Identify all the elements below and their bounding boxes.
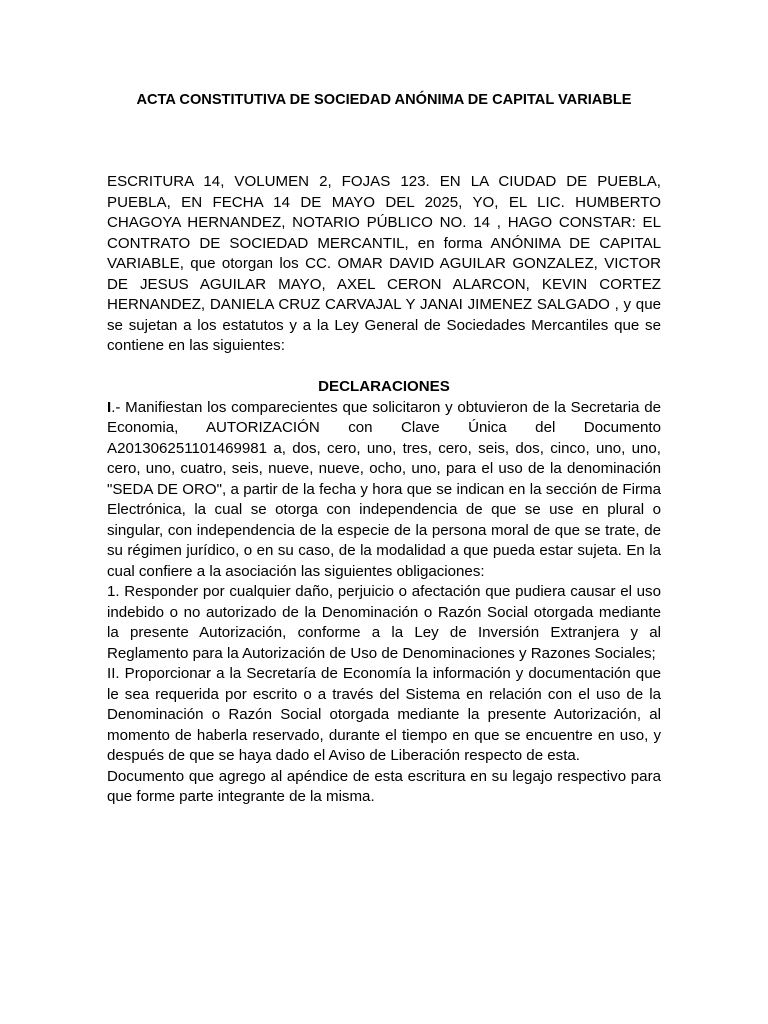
declaration-1-text: .- Manifiestan los comparecientes que solicitaron y obtuvieron de la Secretaria de Economia, AUTORIZACIÓN con Clave Única del Documento A201306251101469981 a, dos, cero, uno, tres, cero, seis, dos, cinco, uno, uno, cero, uno, cuatro, seis, nueve, nueve, ocho, uno, para el uso de la denominación "SEDA DE ORO", a partir de la fecha y hora que se indican en la sección de Firma Electrónica, la cual se otorga con independencia de que se use en plural o singular, con independencia de la especie de la persona moral de que se trate, de su régimen jurídico, o en su caso, de la modalidad a que pueda estar sujeta. En la cual confiere a la asociación las siguientes obligaciones:: [107, 398, 661, 580]
section-heading-declaraciones: DECLARACIONES: [318, 378, 450, 395]
obligation-1: 1. Responder por cualquier daño, perjuicio o afectación que pudiera causar el uso indebido o no autorizado de la Denominación o Razón Social otorgada mediante la presente Autorización, conforme a la Ley de Inversión Extranjera y al Reglamento para la Autorización de Uso de Denominaciones y Razones Sociales;: [107, 583, 661, 662]
document-title: ACTA CONSTITUTIVA DE SOCIEDAD ANÓNIMA DE CAPITAL VARIABLE: [136, 92, 632, 108]
intro-paragraph: ESCRITURA 14, VOLUMEN 2, FOJAS 123. EN LA CIUDAD DE PUEBLA, PUEBLA, EN FECHA 14 DE MAYO DEL 2025, YO, EL LIC. HUMBERTO CHAGOYA HERNANDEZ, NOTARIO PÚBLICO NO. 14 , HAGO CONSTAR: EL CONTRATO DE SOCIEDAD MERCANTIL, en forma ANÓNIMA DE CAPITAL VARIABLE, que otorgan los CC. OMAR DAVID AGUILAR GONZALEZ, VICTOR DE JESUS AGUILAR MAYO, AXEL CERON ALARCON, KEVIN CORTEZ HERNANDEZ, DANIELA CRUZ CARVAJAL Y JANAI JIMENEZ SALGADO , y que se sujetan a los estatutos y a la Ley General de Sociedades Mercantiles que se contiene en las siguientes:: [107, 173, 661, 354]
closing-paragraph: Documento que agrego al apéndice de esta escritura en su legajo respectivo para que forme parte integrante de la misma.: [107, 767, 661, 805]
declaration-1-numeral: I: [107, 398, 112, 416]
obligation-2: II. Proporcionar a la Secretaría de Economía la información y documentación que le sea requerida por escrito o a través del Sistema en relación con el uso de la Denominación o Razón Social otorgada mediante la presente Autorización, al momento de haberla reservado, durante el tiempo en que se encuentre en uso, y después de que se haya dado el Aviso de Liberación respecto de esta.: [107, 665, 661, 764]
document-body: [107, 172, 661, 808]
declaration-1: [107, 398, 661, 583]
